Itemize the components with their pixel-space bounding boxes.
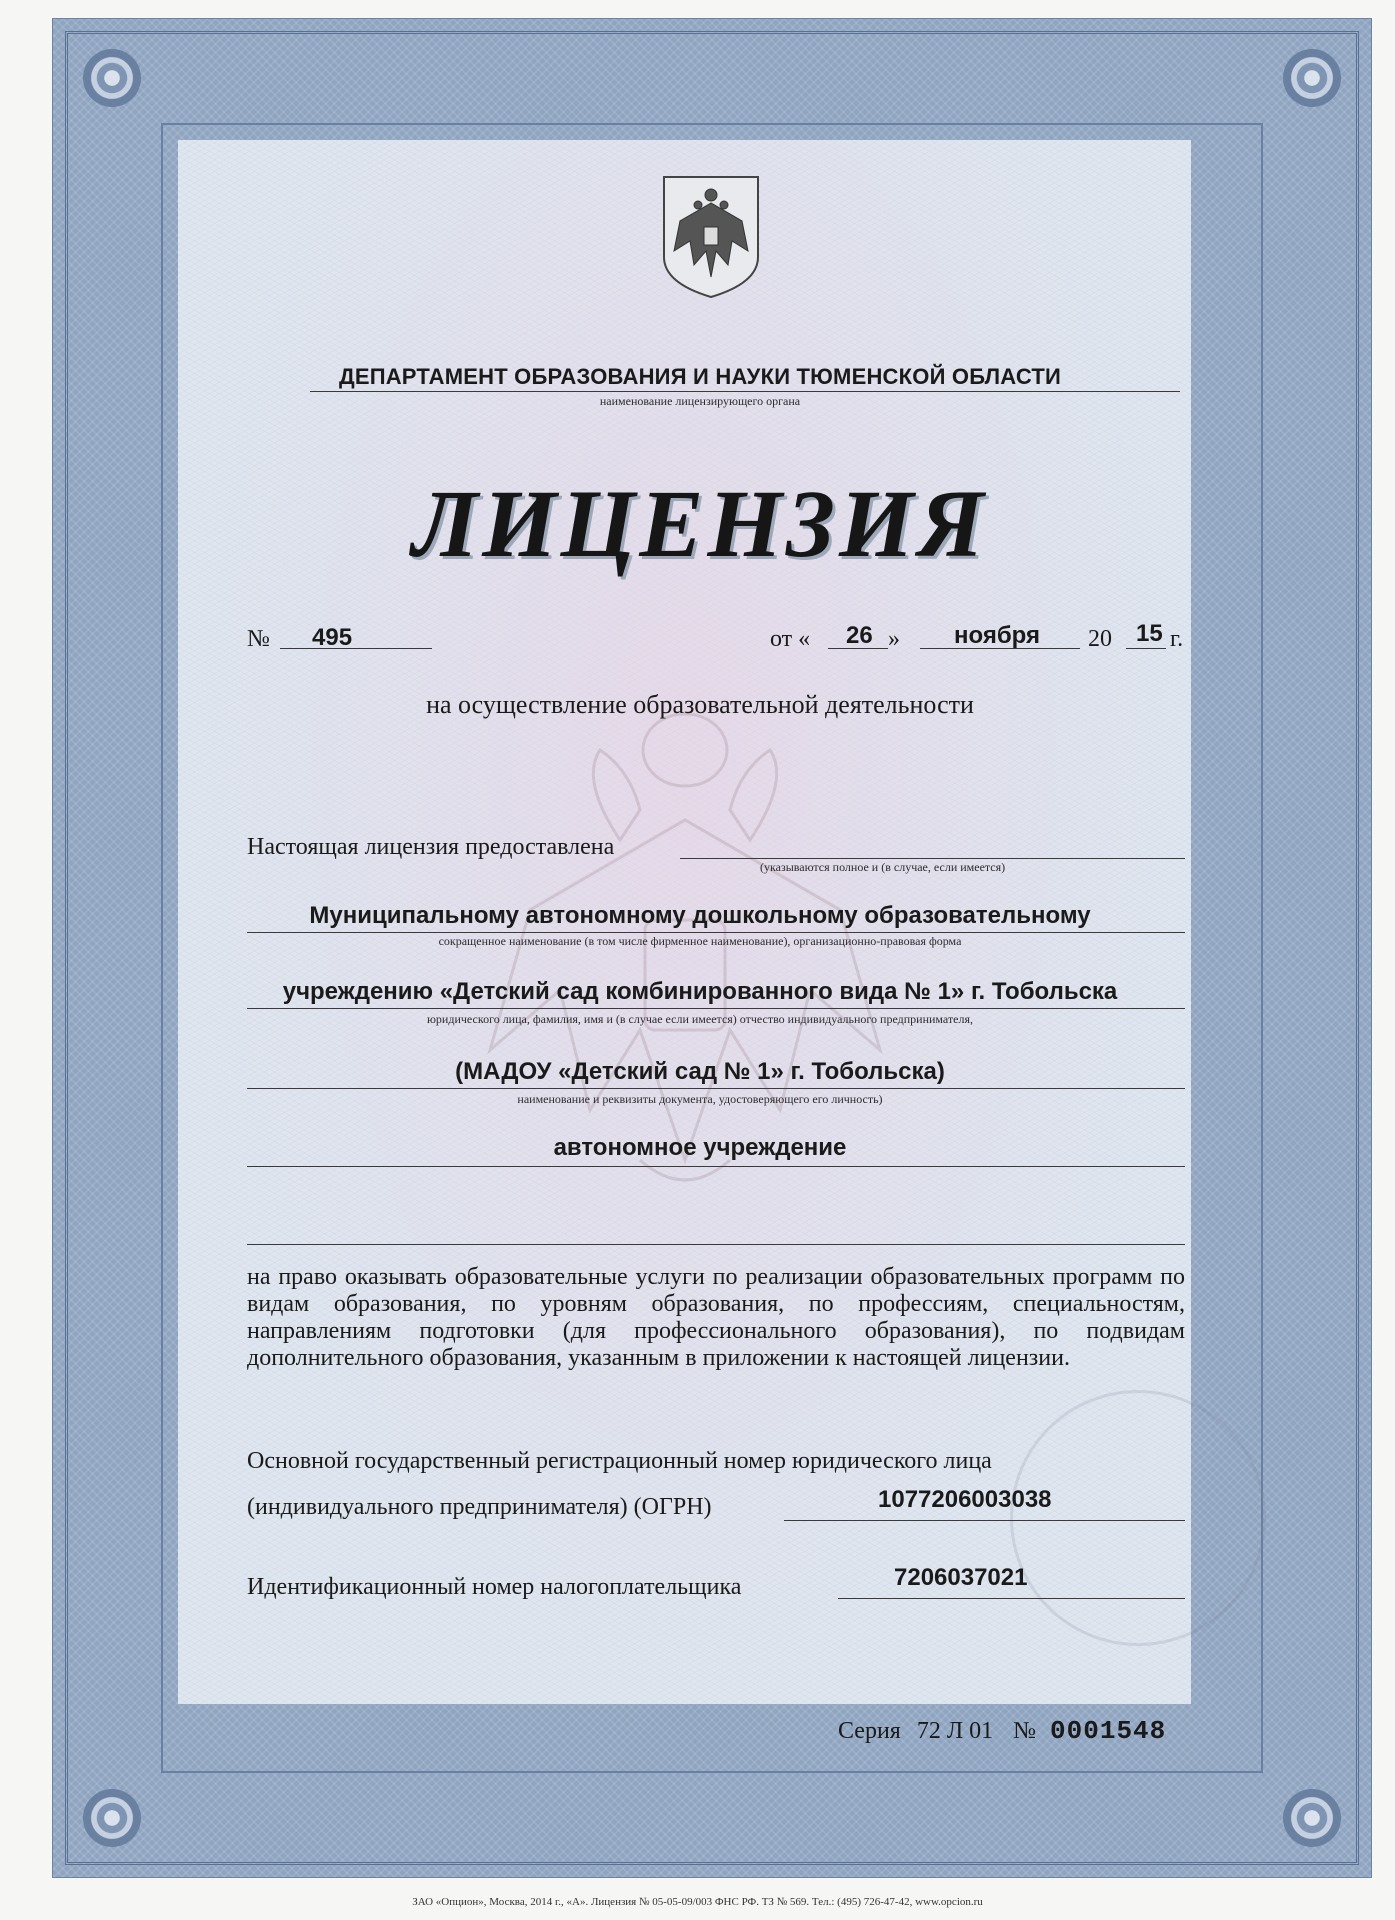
grantee-hint-3: юридического лица, фамилия, имя и (в случае если имеется) отчество индивидуального предпринимателя,	[426, 1012, 974, 1026]
ogrn-underline	[784, 1520, 1185, 1521]
series-number: 0001548	[1050, 1716, 1167, 1746]
series-number-sign: №	[1013, 1718, 1037, 1744]
grantee-underline-5	[247, 1244, 1185, 1245]
series-block	[838, 1716, 1166, 1746]
date-day-close: »	[888, 626, 900, 652]
grantee-underline-3	[247, 1088, 1185, 1089]
series-value: 72 Л 01	[916, 1718, 994, 1744]
number-sign: №	[247, 626, 270, 652]
date-year-prefix: 20	[1088, 626, 1112, 652]
grantee-underline-1	[247, 932, 1185, 933]
inn-underline	[838, 1598, 1185, 1599]
date-from-label: от «	[770, 626, 811, 652]
issuer-name: ДЕПАРТАМЕНТ ОБРАЗОВАНИЯ И НАУКИ ТЮМЕНСКОЙ ОБЛАСТИ	[338, 364, 1062, 389]
grantee-line-2: учреждению «Детский сад комбинированного вида № 1» г. Тобольска	[282, 978, 1118, 1005]
grantee-hint-1: (указываются полное и (в случае, если имеется)	[760, 860, 1006, 874]
grantee-underline-4	[247, 1166, 1185, 1167]
document-title: ЛИЦЕНЗИЯ	[412, 470, 988, 577]
printer-footer: ЗАО «Опцион», Москва, 2014 г., «А». Лицензия № 05-05-09/003 ФНС РФ. ТЗ № 569. Тел.: (495) 726-47-42, www.opcion.ru	[412, 1896, 983, 1908]
date-year-unit: г.	[1170, 626, 1184, 652]
rights-paragraph: на право оказывать образовательные услуги по реализации образовательных программ по видам образования, по уровням образования, по профессиям, специальностям, направлениям подготовки (для профессионального образования), по подвидам дополнительного образования, указанным в приложении к настоящей лицензии.	[247, 1264, 1185, 1371]
series-label: Серия	[838, 1718, 901, 1744]
issuer-hint: наименование лицензирующего органа	[599, 394, 801, 408]
grantee-line-3: (МАДОУ «Детский сад № 1» г. Тобольска)	[455, 1058, 945, 1085]
date-month: ноября	[954, 622, 1041, 649]
grantee-underline-0	[680, 858, 1185, 859]
number-underline	[280, 648, 432, 649]
corner-rosette-icon	[83, 1789, 141, 1847]
month-underline	[920, 648, 1080, 649]
grantee-label: Настоящая лицензия предоставлена	[247, 834, 615, 860]
inn-value: 7206037021	[894, 1564, 1028, 1591]
corner-rosette-icon	[83, 49, 141, 107]
ogrn-value: 1077206003038	[878, 1486, 1052, 1513]
grantee-hint-4: наименование и реквизиты документа, удостоверяющего его личность)	[517, 1092, 883, 1106]
corner-rosette-icon	[1283, 1789, 1341, 1847]
license-purpose: на осуществление образовательной деятельности	[426, 690, 974, 719]
ogrn-label-line-2: (индивидуального предпринимателя) (ОГРН)	[247, 1494, 712, 1520]
grantee-hint-2: сокращенное наименование (в том числе фирменное наименование), организационно-правовая форма	[438, 934, 962, 948]
grantee-line-1: Муниципальному автономному дошкольному образовательному	[309, 902, 1091, 929]
day-underline	[828, 648, 888, 649]
double-headed-eagle-watermark-icon	[470, 690, 900, 1210]
date-day: 26	[846, 622, 873, 649]
issuer-underline	[310, 391, 1180, 392]
grantee-line-4: автономное учреждение	[553, 1134, 847, 1161]
ogrn-label-line-1: Основной государственный регистрационный номер юридического лица	[247, 1448, 992, 1474]
license-number: 495	[312, 624, 353, 651]
inn-label: Идентификационный номер налогоплательщика	[247, 1574, 742, 1600]
faint-seal-stamp	[1010, 1390, 1266, 1646]
date-year-suffix: 15	[1136, 620, 1163, 647]
year-underline	[1126, 648, 1166, 649]
corner-rosette-icon	[1283, 49, 1341, 107]
grantee-underline-2	[247, 1008, 1185, 1009]
russian-coat-of-arms-icon	[660, 173, 762, 301]
